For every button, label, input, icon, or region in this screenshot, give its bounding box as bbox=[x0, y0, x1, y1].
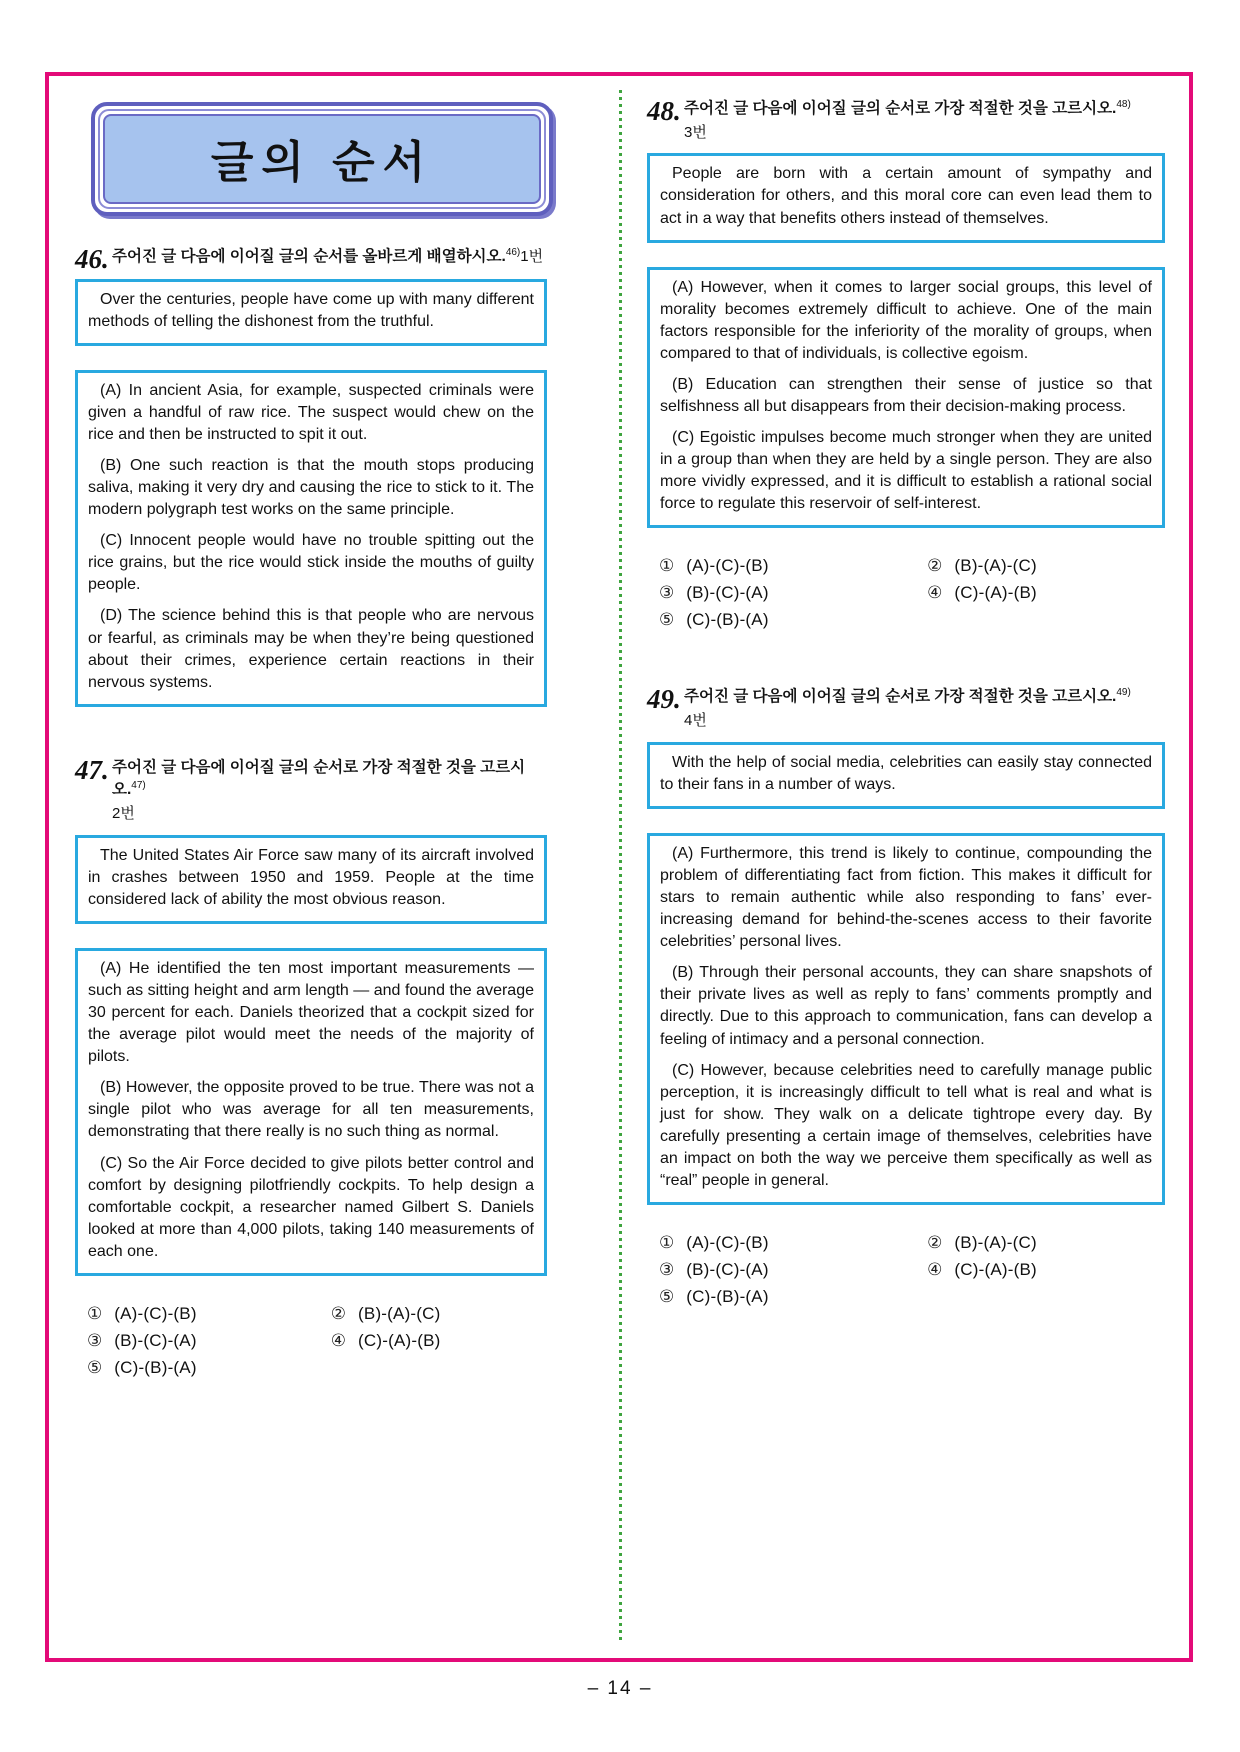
question-48-given-passage-box bbox=[647, 153, 1165, 242]
title-box-border bbox=[98, 109, 546, 209]
option-3-text: (B)-(C)-(A) bbox=[686, 1260, 769, 1280]
question-49-prompt: 주어진 글 다음에 이어질 글의 순서로 가장 적절한 것을 고르시오. bbox=[684, 688, 1117, 706]
option-4-marker: ④ bbox=[330, 1330, 347, 1350]
question-47-prompt: 주어진 글 다음에 이어질 글의 순서로 가장 적절한 것을 고르시오. bbox=[112, 758, 526, 799]
question-46-variant-label: 1번 bbox=[520, 248, 544, 266]
paragraph-B: (B) One such reaction is that the mouth stops producing saliva, making it very dry and causing the rice to stick to it. The modern polygraph test works on the same principle. bbox=[88, 457, 534, 519]
option-2-text: (B)-(A)-(C) bbox=[358, 1303, 441, 1323]
option-3 bbox=[659, 583, 927, 603]
question-48-prompt: 주어진 글 다음에 이어질 글의 순서로 가장 적절한 것을 고르시오. bbox=[684, 100, 1117, 118]
section-title: 글의 순서 bbox=[210, 138, 434, 187]
paragraph-C: (C) Innocent people would have no trouble spitting out the rice grains, but the rice would stick inside the mouths of guilty people. bbox=[88, 532, 534, 594]
option-5-text: (C)-(B)-(A) bbox=[686, 1287, 769, 1307]
question-49 bbox=[647, 686, 1165, 1307]
question-47-ordering-paragraphs-box bbox=[75, 948, 547, 1276]
given-passage-text: The United States Air Force saw many of its aircraft involved in crashes between 1950 and 1959. People at the time considered lack of ability the most obvious reason. bbox=[88, 846, 534, 908]
option-3-text: (B)-(C)-(A) bbox=[114, 1330, 197, 1350]
option-4 bbox=[927, 583, 1165, 603]
option-2 bbox=[927, 1233, 1165, 1253]
question-49-header bbox=[647, 686, 1165, 731]
question-47-answer-options bbox=[87, 1304, 547, 1378]
paragraph-C: (C) Egoistic impulses become much stronger when they are united in a group than when they are held by a single person. They are also more vividly expressed, and it is difficult to establish a rational social force to regulate this reservoir of self-interest. bbox=[660, 429, 1152, 513]
question-48-header bbox=[647, 98, 1165, 143]
option-4-marker: ④ bbox=[927, 1260, 943, 1280]
option-3-marker: ③ bbox=[659, 1260, 675, 1280]
right-column bbox=[647, 98, 1165, 1307]
question-47-given-passage-box bbox=[75, 835, 547, 924]
option-2-text: (B)-(A)-(C) bbox=[954, 556, 1037, 576]
question-46-footnote-ref: 46) bbox=[505, 247, 521, 258]
option-2-text: (B)-(A)-(C) bbox=[954, 1233, 1037, 1253]
option-2-marker: ② bbox=[927, 556, 943, 576]
option-3 bbox=[659, 1260, 927, 1280]
option-5 bbox=[659, 1287, 927, 1307]
question-47-variant-label: 2번 bbox=[112, 804, 135, 822]
question-49-variant-label: 4번 bbox=[684, 712, 707, 730]
question-46-given-passage-box bbox=[75, 279, 547, 346]
option-5-marker: ⑤ bbox=[87, 1357, 103, 1377]
paragraph-A: (A) He identified the ten most important measurements — such as sitting height and arm length — and found the average 30 percent for each. Daniels theorized that a cockpit sized for the average pilot would meet the needs of the majority of pilots. bbox=[88, 959, 534, 1066]
column-divider bbox=[619, 90, 622, 1644]
question-46-prompt: 주어진 글 다음에 이어질 글의 순서를 올바르게 배열하시오. bbox=[112, 248, 506, 266]
page-border-frame bbox=[45, 72, 1193, 1662]
given-passage-text: Over the centuries, people have come up with many different methods of telling the dishonest from the truthful. bbox=[88, 290, 534, 330]
question-48 bbox=[647, 98, 1165, 630]
option-1 bbox=[659, 1233, 927, 1253]
question-47 bbox=[75, 754, 547, 1378]
paragraph-A: (A) However, when it comes to larger social groups, this level of morality becomes extremely difficult to achieve. One of the main factors responsible for the inferiority of the morality of groups, when compared to that of individuals, is collective egoism. bbox=[660, 278, 1152, 362]
question-47-header bbox=[75, 754, 547, 825]
option-2-marker: ② bbox=[330, 1303, 347, 1323]
question-48-ordering-paragraphs-box bbox=[647, 267, 1165, 529]
option-1-marker: ① bbox=[87, 1303, 103, 1323]
page-number: – 14 – bbox=[587, 1678, 653, 1699]
option-4-marker: ④ bbox=[927, 583, 943, 603]
option-1-marker: ① bbox=[659, 1233, 675, 1253]
option-1-text: (A)-(C)-(B) bbox=[114, 1303, 197, 1323]
given-passage-text: With the help of social media, celebrities can easily stay connected to their fans in a number of ways. bbox=[660, 753, 1152, 793]
section-title-box bbox=[91, 102, 553, 216]
paragraph-C: (C) So the Air Force decided to give pilots better control and comfort by designing pilotfriendly cockpits. To help design a comfortable cockpit, a researcher named Gilbert S. Daniels looked at more than 4,000 pilots, taking 140 measurements of each one. bbox=[88, 1154, 534, 1260]
question-46 bbox=[75, 246, 547, 707]
question-48-number: 48. bbox=[647, 96, 681, 126]
paragraph-C: (C) However, because celebrities need to carefully manage public perception, it is increasingly difficult to tell what is real and what is just for show. They walk on a delicate tightrope every day. By carefully presenting a certain image of themselves, celebrities have an impact on both the way we perceive them specifically as well as “real” people in general. bbox=[660, 1061, 1152, 1190]
option-4-text: (C)-(A)-(B) bbox=[358, 1330, 441, 1350]
option-4 bbox=[927, 1260, 1165, 1280]
question-47-footnote-ref: 47) bbox=[131, 780, 146, 792]
option-5 bbox=[87, 1358, 331, 1378]
option-5-text: (C)-(B)-(A) bbox=[114, 1357, 197, 1377]
paragraph-B: (B) However, the opposite proved to be true. There was not a single pilot who was average for all ten measurements, demonstrating that there really is no such thing as normal. bbox=[88, 1079, 534, 1141]
question-49-ordering-paragraphs-box bbox=[647, 833, 1165, 1205]
option-5-marker: ⑤ bbox=[659, 1287, 675, 1307]
option-5 bbox=[659, 610, 927, 630]
option-2 bbox=[331, 1304, 547, 1324]
question-49-given-passage-box bbox=[647, 742, 1165, 809]
option-3-marker: ③ bbox=[87, 1330, 103, 1350]
left-column bbox=[75, 98, 547, 1378]
option-5-marker: ⑤ bbox=[659, 610, 675, 630]
option-4 bbox=[331, 1331, 547, 1351]
option-2 bbox=[927, 556, 1165, 576]
paragraph-A: (A) In ancient Asia, for example, suspected criminals were given a handful of raw rice. The suspect would chew on the rice and then be instructed to spit it out. bbox=[88, 381, 534, 443]
option-1-text: (A)-(C)-(B) bbox=[686, 556, 769, 576]
question-47-number: 47. bbox=[75, 754, 109, 785]
option-5-text: (C)-(B)-(A) bbox=[686, 610, 769, 630]
paragraph-A: (A) Furthermore, this trend is likely to continue, compounding the problem of differentiating fact from fiction. This makes it difficult for stars to remain authentic while also responding to fans’ ever-increasing demand for behind-the-scenes access to their favorite celebrities’ personal lives. bbox=[660, 844, 1152, 951]
option-3-marker: ③ bbox=[659, 583, 675, 603]
option-1-text: (A)-(C)-(B) bbox=[686, 1233, 769, 1253]
question-48-footnote-ref: 48) bbox=[1116, 99, 1131, 110]
option-4-text: (C)-(A)-(B) bbox=[954, 1260, 1037, 1280]
option-1 bbox=[87, 1304, 331, 1324]
question-49-answer-options bbox=[659, 1233, 1165, 1307]
option-3 bbox=[87, 1331, 331, 1351]
paragraph-B: (B) Through their personal accounts, they can share snapshots of their private lives as well as reply to fans’ comments promptly and directly. Due to this approach to communication, fans can develop a feeling of intimacy and a personal connection. bbox=[660, 964, 1152, 1048]
option-4-text: (C)-(A)-(B) bbox=[954, 583, 1037, 603]
question-48-answer-options bbox=[659, 556, 1165, 630]
question-46-number: 46. bbox=[75, 244, 109, 274]
paragraph-D: (D) The science behind this is that people who are nervous or fearful, as criminals may be when they’re being questioned about their crimes, experience certain reactions in their nervous systems. bbox=[88, 607, 534, 691]
question-46-ordering-paragraphs-box bbox=[75, 370, 547, 707]
option-1 bbox=[659, 556, 927, 576]
question-46-header bbox=[75, 244, 547, 274]
question-49-number: 49. bbox=[647, 684, 681, 715]
option-1-marker: ① bbox=[659, 556, 675, 576]
question-49-footnote-ref: 49) bbox=[1116, 687, 1131, 699]
option-3-text: (B)-(C)-(A) bbox=[686, 583, 769, 603]
paragraph-B: (B) Education can strengthen their sense of justice so that selfishness all but disappears from their decision-making process. bbox=[660, 375, 1152, 415]
title-box-fill bbox=[103, 114, 541, 204]
option-2-marker: ② bbox=[927, 1233, 943, 1253]
given-passage-text: People are born with a certain amount of sympathy and consideration for others, and this moral core can even lead them to act in a way that benefits others instead of themselves. bbox=[660, 165, 1152, 227]
question-48-variant-label: 3번 bbox=[684, 123, 707, 141]
